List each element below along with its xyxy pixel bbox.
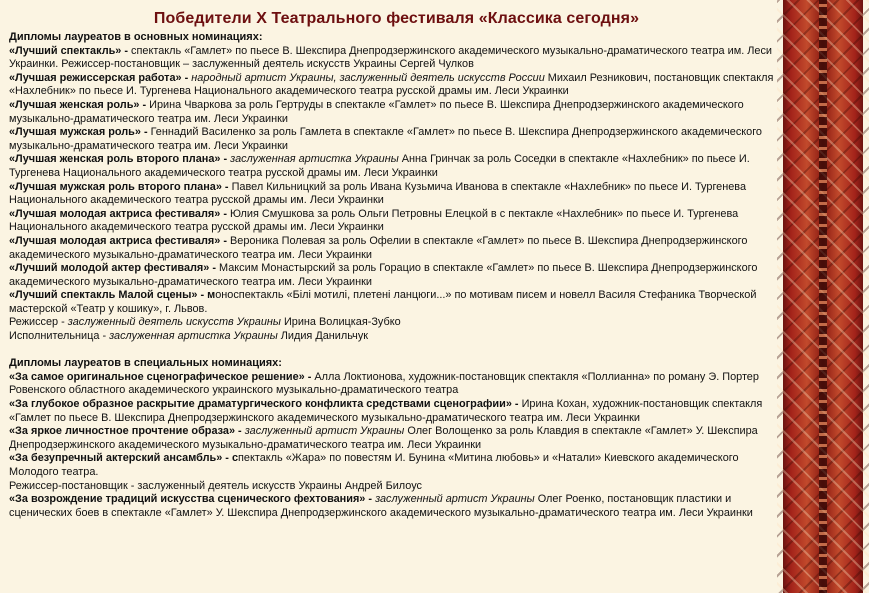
separator: - xyxy=(304,370,315,383)
nomination-entry xyxy=(9,208,784,235)
nomination-name: «Лучшая мужская роль» xyxy=(9,126,141,139)
nomination-name: «Лучшая мужская роль второго плана» xyxy=(9,180,222,193)
nomination-entry xyxy=(9,425,784,452)
laureate-text: Режиссер-постановщик - заслуженный деятель искусств Украины Андрей Билоус xyxy=(9,479,422,492)
separator: - xyxy=(220,207,230,220)
separator: - xyxy=(121,44,132,57)
laureate-text: оноспектакль «Білі мотилі, плетені ланцюги...» по мотивам писем и новелл Василя Стефаника Творческой мастерской «Театр у кошику», г. Львов. xyxy=(9,289,757,315)
nomination-name: «Лучший спектакль Малой сцены» xyxy=(9,289,198,302)
section-gap xyxy=(9,344,784,358)
separator: - xyxy=(220,153,231,166)
laureate-text: пектакль «Жара» по повестям И. Бунина «Митина любовь» и «Натали» Киевского академического Молодого театра. xyxy=(9,452,739,478)
laureate-text: Юлия Смушкова за роль Ольги Петровны Елецкой в с пектакле «Нахлебник» по пьесе И. Тургенева Национального академического театра русской драмы им. Леси Украинки xyxy=(9,207,739,234)
nomination-entry xyxy=(9,235,784,262)
main-nominations-list xyxy=(9,45,784,344)
nomination-entry xyxy=(9,262,784,289)
laureate-text: Ирина Кохан, художник-постановщик спектакля «Гамлет по пьесе В. Шекспира Днепродзержинского академического музыкально-драматического театра им. Леси Украинки xyxy=(9,398,763,424)
separator: - xyxy=(140,126,151,139)
honorific-title: заслуженная артистка Украины xyxy=(230,153,399,166)
nomination-name: «Лучшая молодая актриса фестиваля» xyxy=(9,234,221,247)
honorific-title: заслуженная артистка Украины xyxy=(109,330,278,343)
separator: - xyxy=(511,398,522,411)
page-title: Победители Х Театрального фестиваля «Классика сегодня» xyxy=(153,10,640,27)
separator: - xyxy=(181,71,192,84)
role-label: Исполнительница - xyxy=(9,330,110,343)
nomination-entry xyxy=(9,480,784,494)
separator: - xyxy=(139,98,150,111)
laureate-text: Анна Гринчак за роль Соседки в спектакле «Нахлебник» по пьесе И. Тургенева Национального академического театра русской драмы им. Леси Украинки xyxy=(9,153,750,179)
nomination-name: «За возрождение традиций искусства сценического фехтования» xyxy=(9,493,366,506)
separator: - м xyxy=(197,289,216,302)
nomination-name: «Лучший молодой актер фестиваля» xyxy=(9,262,210,275)
nomination-entry xyxy=(9,72,784,99)
nomination-entry xyxy=(9,330,784,344)
special-section-heading: Дипломы лауреатов в специальных номинациях: xyxy=(9,357,282,370)
nomination-name: «Лучший спектакль» xyxy=(9,44,122,57)
nomination-name: «Лучшая молодая актриса фестиваля» xyxy=(9,207,221,220)
nomination-entry xyxy=(9,45,784,72)
content xyxy=(9,6,784,520)
laureate-text: Максим Монастырский за роль Горацио в спектакле «Гамлет» по пьесе В. Шекспира Днепродзержинского академического музыкально-драматического театра им. Леси Украинки xyxy=(9,262,758,288)
honorific-title: заслуженный артист Украины xyxy=(244,425,405,438)
nomination-name: «Лучшая женская роль» xyxy=(9,98,140,111)
ornament-border xyxy=(777,0,869,593)
nomination-name: «За глубокое образное раскрытие драматургического конфликта средствами сценографии» xyxy=(9,398,512,411)
nomination-entry xyxy=(9,316,784,330)
honorific-title: заслуженный артист Украины xyxy=(375,493,535,506)
nomination-name: «Лучшая женская роль второго плана» xyxy=(9,153,221,166)
laureate-text: Геннадий Василенко за роль Гамлета в спектакле «Гамлет» по пьесе В. Шекспира Днепродзержинского академического музыкально-драматического театра им. Леси Украинки xyxy=(9,126,762,152)
laureate-text: Михаил Резникович, постановщик спектакля «Нахлебник» по пьесе И. Тургенева Национального академического театра русской драмы им. Леси Украинки xyxy=(9,71,774,98)
separator: - xyxy=(365,493,376,506)
separator: - с xyxy=(222,452,239,465)
nomination-name: «Лучшая режиссерская работа» xyxy=(9,71,182,84)
special-nominations-list xyxy=(9,371,784,521)
separator: - xyxy=(209,262,220,275)
nomination-entry xyxy=(9,371,784,398)
nomination-name: «За яркое личностное прочтение образа» xyxy=(9,425,236,438)
nomination-name: «За безупречный актерский ансамбль» xyxy=(9,452,223,465)
ornament-band xyxy=(819,0,827,593)
nomination-entry xyxy=(9,452,784,479)
laureate-text: Олег Роенко, постановщик пластики и сценических боев в спектакле «Гамлет» У. Шекспира Днепродзержинского академического музыкально-драматического театра им. Леси Украинки xyxy=(9,493,753,519)
nomination-entry xyxy=(9,181,784,208)
laureate-text: Ирина Волицкая-Зубко xyxy=(280,316,401,329)
laureate-text: Алла Локтионова, художник-постановщик спектакля «Поллианна» по роману Э. Портер Ровенского областного академического украинского музыкально-драматического театра xyxy=(9,370,759,397)
nomination-entry xyxy=(9,99,784,126)
role-label: Режиссер - xyxy=(9,316,68,329)
laureate-text: спектакль «Гамлет» по пьесе В. Шекспира Днепродзержинского академического музыкально-драматического театра им. Леси Украинки. Режиссер-постановщик – заслуженный деятель искусств Украины Сергей Чулков xyxy=(9,44,772,71)
laureate-text: Вероника Полевая за роль Офелии в спектакле «Гамлет» по пьесе В. Шекспира Днепродзержинского академического музыкально-драматического театра им. Леси Украинки xyxy=(9,234,748,261)
laureate-text: Лидия Данильчук xyxy=(277,330,369,343)
separator: - xyxy=(220,234,230,247)
laureate-text: Ирина Чваркова за роль Гертруды в спектакле «Гамлет» по пьесе В. Шекспира Днепродзержинского академического музыкально-драматического театра им. Леси Украинки xyxy=(9,98,744,125)
separator: - xyxy=(221,180,232,193)
honorific-title: заслуженный деятель искусств Украины xyxy=(67,316,281,329)
nomination-entry xyxy=(9,126,784,153)
nomination-entry xyxy=(9,398,784,425)
laureate-text: Павел Кильницкий за роль Ивана Кузьмича Иванова в спектакле «Нахлебник» по пьесе И. Тургенева Национального академического театра русской драмы им. Леси Украинки xyxy=(9,180,747,207)
laureate-text: Олег Волощенко за роль Клавдия в спектакле «Гамлет» У. Шекспира Днепродзержинского академического музыкально-драматического театра им. Леси Украинки xyxy=(9,425,758,451)
nomination-entry xyxy=(9,493,784,520)
separator: - xyxy=(235,425,245,438)
nomination-entry xyxy=(9,153,784,180)
nomination-entry xyxy=(9,289,784,316)
nomination-name: «За самое оригинальное сценографическое решение» xyxy=(9,370,305,383)
honorific-title: народный артист Украины, заслуженный деятель искусств России xyxy=(191,71,545,84)
main-section-heading: Дипломы лауреатов в основных номинациях: xyxy=(9,31,263,43)
